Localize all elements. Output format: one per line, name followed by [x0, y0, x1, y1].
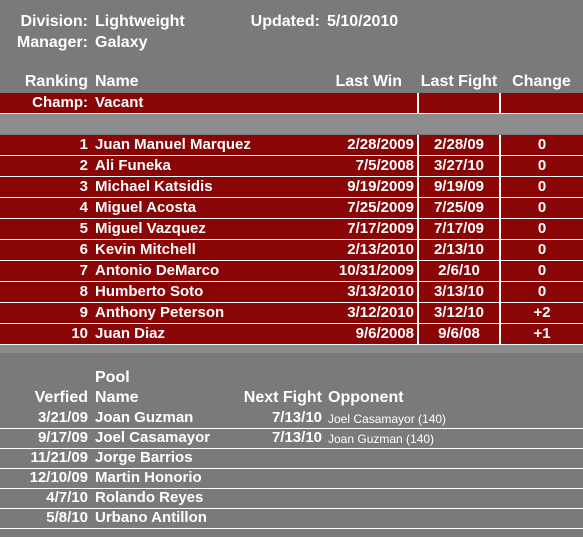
pool-fighter-name: Urbano Antillon	[95, 509, 207, 526]
rank-number: 3	[79, 178, 88, 195]
pool-fighter-name: Martin Honorio	[95, 469, 202, 486]
verified-date: 5/8/10	[46, 509, 88, 526]
pool-row	[0, 508, 583, 529]
change-value: +2	[533, 304, 551, 321]
change-value: 0	[537, 136, 547, 153]
rank-number: 8	[79, 283, 88, 300]
last-fight-date: 3/27/10	[433, 157, 485, 174]
rank-number: 2	[79, 157, 88, 174]
ranking-row	[0, 198, 583, 219]
ranking-row	[0, 261, 583, 282]
champ-label: Champ:	[32, 94, 88, 111]
pool-header: Pool	[95, 369, 130, 386]
last-win-date: 3/12/2010	[347, 304, 414, 321]
change-value: 0	[537, 220, 547, 237]
last-win-date: 7/5/2008	[355, 157, 414, 174]
column-divider	[417, 93, 419, 114]
fighter-name: Miguel Vazquez	[95, 220, 206, 237]
col-header-last-fight: Last Fight	[420, 73, 498, 90]
pool-row	[0, 428, 583, 449]
pool-fighter-name: Joel Casamayor	[95, 429, 211, 446]
change-value: 0	[537, 283, 547, 300]
last-win-date: 2/28/2009	[347, 136, 414, 153]
separator-band-bottom	[0, 345, 583, 353]
division-label: Division:	[20, 13, 88, 30]
ranking-row	[0, 135, 583, 156]
pool-fighter-name: Rolando Reyes	[95, 489, 204, 506]
champ-name: Vacant	[95, 94, 144, 111]
next-fight-date: 7/13/10	[271, 409, 322, 426]
ranking-row	[0, 219, 583, 240]
opponent-name: Joan Guzman (140)	[328, 432, 435, 446]
ranking-row	[0, 156, 583, 177]
change-value: 0	[537, 157, 547, 174]
change-value: 0	[537, 178, 547, 195]
verified-date: 12/10/09	[29, 469, 88, 486]
last-win-date: 10/31/2009	[338, 262, 414, 279]
change-value: 0	[537, 241, 547, 258]
updated-value: 5/10/2010	[327, 13, 399, 30]
pool-col-header-verified: Verfied	[34, 389, 88, 406]
fighter-name: Humberto Soto	[95, 283, 204, 300]
last-fight-date: 7/25/09	[433, 199, 485, 216]
ranking-row	[0, 240, 583, 261]
change-value: +1	[533, 325, 551, 342]
change-value: 0	[537, 199, 547, 216]
last-win-date: 9/19/2009	[347, 178, 414, 195]
last-win-date: 3/13/2010	[347, 283, 414, 300]
separator-band	[0, 114, 583, 134]
last-fight-date: 3/12/10	[433, 304, 485, 321]
pool-row	[0, 468, 583, 489]
col-header-ranking: Ranking	[24, 73, 88, 90]
next-fight-date: 7/13/10	[271, 429, 322, 446]
pool-col-header-name: Name	[95, 389, 139, 406]
last-win-date: 7/17/2009	[347, 220, 414, 237]
ranking-row	[0, 324, 583, 345]
rank-number: 7	[79, 262, 88, 279]
verified-date: 9/17/09	[37, 429, 88, 446]
ranking-row	[0, 303, 583, 324]
pool-fighter-name: Joan Guzman	[95, 409, 194, 426]
verified-date: 3/21/09	[37, 409, 88, 426]
pool-col-header-opponent: Opponent	[328, 389, 404, 406]
last-fight-date: 2/13/10	[433, 241, 485, 258]
division-value: Lightweight	[95, 13, 185, 30]
pool-row	[0, 488, 583, 509]
verified-date: 4/7/10	[46, 489, 88, 506]
rank-number: 9	[79, 304, 88, 321]
fighter-name: Michael Katsidis	[95, 178, 213, 195]
column-divider	[499, 93, 501, 114]
pool-fighter-name: Jorge Barrios	[95, 449, 193, 466]
fighter-name: Miguel Acosta	[95, 199, 197, 216]
rank-number: 6	[79, 241, 88, 258]
rank-number: 5	[79, 220, 88, 237]
last-win-date: 7/25/2009	[347, 199, 414, 216]
last-fight-date: 9/19/09	[433, 178, 485, 195]
pool-row	[0, 408, 583, 429]
fighter-name: Juan Diaz	[95, 325, 166, 342]
champ-row	[0, 93, 583, 114]
change-value: 0	[537, 262, 547, 279]
col-header-last-win: Last Win	[335, 73, 402, 90]
manager-label: Manager:	[16, 34, 88, 51]
opponent-name: Joel Casamayor (140)	[328, 412, 447, 426]
pool-row	[0, 448, 583, 469]
fighter-name: Anthony Peterson	[95, 304, 225, 321]
fighter-name: Antonio DeMarco	[95, 262, 220, 279]
last-win-date: 2/13/2010	[347, 241, 414, 258]
ranking-row	[0, 282, 583, 303]
pool-col-header-next-fight: Next Fight	[243, 389, 322, 406]
fighter-name: Ali Funeka	[95, 157, 171, 174]
last-win-date: 9/6/2008	[355, 325, 414, 342]
col-header-change: Change	[512, 73, 571, 90]
fighter-name: Kevin Mitchell	[95, 241, 196, 258]
last-fight-date: 2/28/09	[433, 136, 485, 153]
rank-number: 10	[71, 325, 88, 342]
rank-number: 4	[79, 199, 88, 216]
rank-number: 1	[79, 136, 88, 153]
fighter-name: Juan Manuel Marquez	[95, 136, 251, 153]
last-fight-date: 2/6/10	[438, 262, 480, 279]
last-fight-date: 7/17/09	[433, 220, 485, 237]
col-header-name: Name	[95, 73, 139, 90]
manager-value: Galaxy	[95, 34, 148, 51]
last-fight-date: 9/6/08	[438, 325, 480, 342]
updated-label: Updated:	[250, 13, 320, 30]
ranking-row	[0, 177, 583, 198]
verified-date: 11/21/09	[30, 449, 88, 466]
last-fight-date: 3/13/10	[433, 283, 485, 300]
